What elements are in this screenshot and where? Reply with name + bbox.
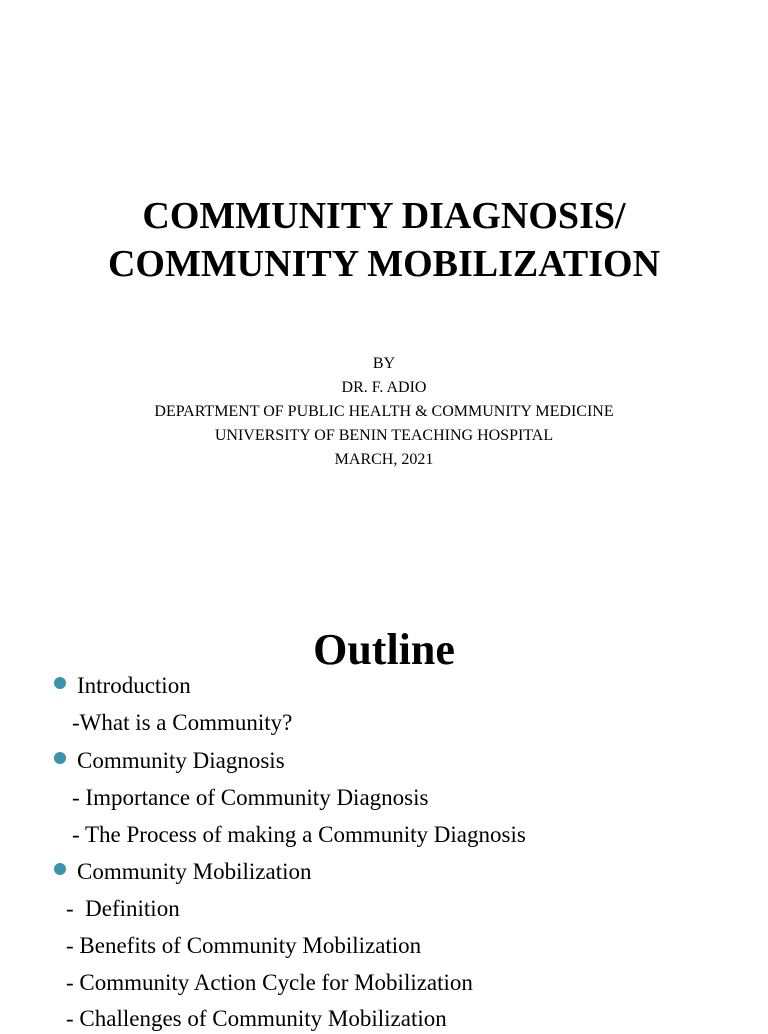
title-line-2: COMMUNITY MOBILIZATION bbox=[107, 243, 661, 285]
outline-item-community-mobilization: Community Mobilization bbox=[77, 859, 312, 884]
outline-item-community-diagnosis: Community Diagnosis bbox=[77, 748, 285, 773]
outline-subitem-process: - The Process of making a Community Diagnosis bbox=[72, 822, 526, 847]
byline-by: BY bbox=[372, 355, 396, 372]
bullet-dot-icon bbox=[54, 752, 66, 764]
bullet-dot-icon bbox=[54, 863, 66, 875]
byline-author: DR. F. ADIO bbox=[341, 379, 427, 396]
outline-heading: Outline bbox=[313, 625, 455, 674]
byline-department: DEPARTMENT OF PUBLIC HEALTH & COMMUNITY MEDICINE bbox=[154, 403, 614, 420]
byline-institution: UNIVERSITY OF BENIN TEACHING HOSPITAL bbox=[214, 427, 554, 444]
outline-subitem-definition: - Definition bbox=[66, 896, 180, 921]
outline-subitem-action-cycle: - Community Action Cycle for Mobilization bbox=[66, 970, 473, 995]
bullet-dot-icon bbox=[54, 677, 66, 689]
outline-subitem-importance: - Importance of Community Diagnosis bbox=[72, 785, 429, 810]
slide-title bbox=[0, 192, 768, 288]
outline-item-introduction: Introduction bbox=[77, 673, 191, 698]
outline-subitem-benefits: - Benefits of Community Mobilization bbox=[66, 933, 422, 958]
byline-date: MARCH, 2021 bbox=[334, 451, 434, 468]
outline-subitem-what-is-community: -What is a Community? bbox=[72, 710, 293, 735]
title-line-1: COMMUNITY DIAGNOSIS/ bbox=[142, 195, 626, 237]
byline bbox=[0, 352, 768, 472]
outline-subitem-challenges: - Challenges of Community Mobilization bbox=[66, 1006, 447, 1031]
